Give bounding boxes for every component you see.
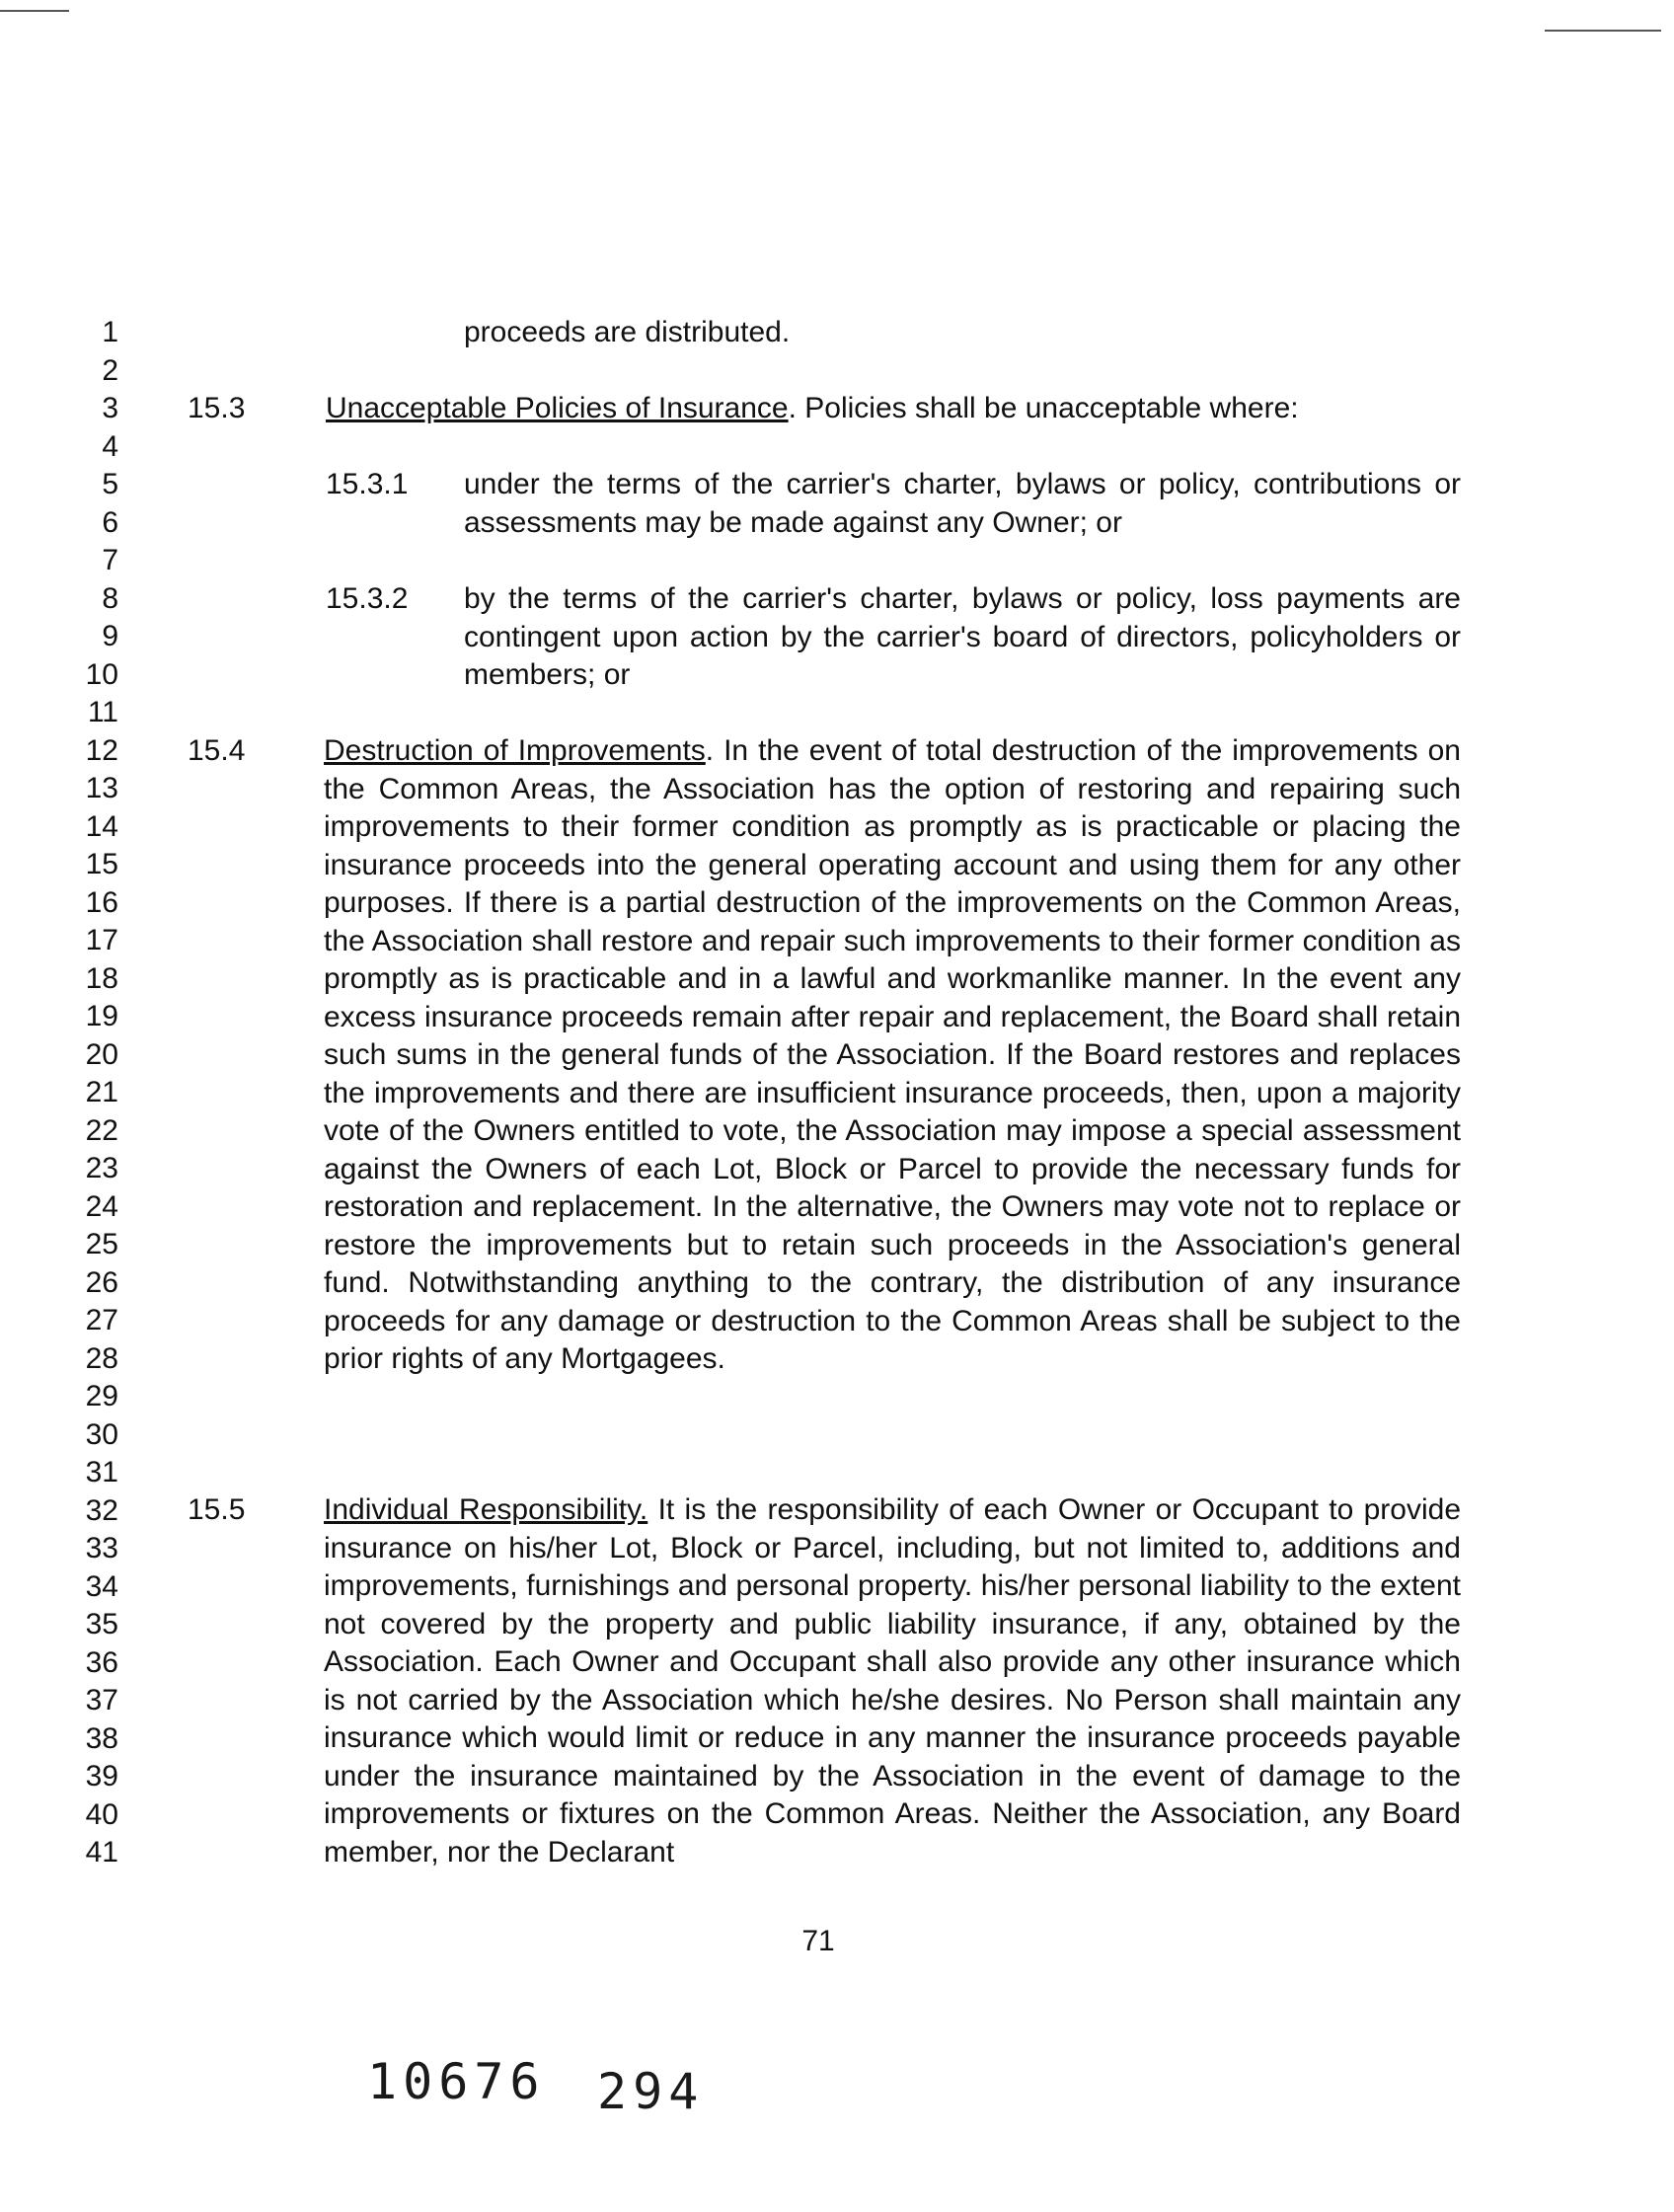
section-15-4-paragraph [324, 732, 1461, 1379]
line-number: 25 [85, 1228, 118, 1260]
scan-edge-mark-right [1545, 30, 1661, 32]
line-number: 1 [102, 316, 118, 348]
line-number: 41 [85, 1836, 118, 1869]
continuation-text: proceeds are distributed. [464, 316, 791, 348]
section-15-4-heading: Destruction of Improvements [324, 734, 706, 767]
line-number: 27 [85, 1304, 118, 1336]
section-15-5-heading: Individual Responsibility. [324, 1493, 648, 1526]
line-number: 40 [85, 1797, 118, 1831]
line-number: 26 [85, 1265, 118, 1299]
line-number: 24 [85, 1189, 118, 1223]
line-number: 10 [85, 657, 118, 691]
line-number: 11 [87, 696, 118, 728]
line-number: 15 [85, 848, 118, 880]
section-15-3-paragraph [326, 390, 1461, 428]
line-number: 29 [85, 1380, 118, 1412]
recording-page-stamp: 294 [597, 2063, 705, 2120]
line-number: 4 [102, 429, 118, 463]
line-number: 12 [85, 733, 118, 767]
section-15-5-text: It is the responsibility of each Owner or Occupant to provide insurance on his/her Lot, Block or Parcel, including, but not limited to, additions and improvements, furnishings and personal property. his/her personal liability to the extent not covered by the property and public liability insurance, if any, obtained by the Association. Each Owner and Occupant shall also provide any other insurance which is not carried by the Association which he/she desires. No Person shall maintain any insurance which would limit or reduce in any manner the insurance proceeds payable under the insurance maintained by the Association in the event of damage to the improvements or fixtures on the Common Areas. Neither the Association, any Board member, nor the Declarant [324, 1493, 1462, 1869]
line-number: 35 [85, 1608, 118, 1640]
section-number-15-5: 15.5 [188, 1493, 246, 1526]
line-number-column [39, 314, 118, 1872]
subsection-15-3-2-text: by the terms of the carrier's charter, bylaws or policy, loss payments are contingent upon action by the carrier's board of directors, policyholders or members; or [464, 582, 1461, 691]
section-15-3-heading: Unacceptable Policies of Insurance [326, 392, 789, 424]
scan-edge-mark-left [0, 10, 69, 12]
line-number: 21 [85, 1076, 118, 1108]
line-number: 28 [85, 1341, 118, 1375]
line-number: 14 [85, 809, 118, 843]
section-number-15-4: 15.4 [188, 734, 246, 767]
line-number: 32 [85, 1493, 118, 1527]
section-15-3-text: . Policies shall be unacceptable where: [788, 392, 1299, 424]
line-number: 16 [85, 885, 118, 919]
subsection-number-15-3-1: 15.3.1 [326, 468, 409, 500]
line-number: 19 [85, 1000, 118, 1032]
line-number: 36 [85, 1645, 118, 1679]
line-number: 30 [85, 1417, 118, 1451]
line-number: 34 [85, 1569, 118, 1603]
line-number: 2 [102, 353, 118, 387]
section-15-5-paragraph [324, 1491, 1461, 1871]
section-number-15-3: 15.3 [188, 392, 246, 424]
subsection-number-15-3-2: 15.3.2 [326, 582, 409, 615]
line-number: 9 [102, 620, 118, 652]
line-number: 38 [85, 1721, 118, 1755]
line-number: 13 [85, 772, 118, 804]
line-number: 37 [85, 1684, 118, 1716]
line-number: 8 [102, 581, 118, 615]
line-number: 31 [85, 1456, 118, 1488]
line-number: 33 [85, 1532, 118, 1564]
line-number: 22 [85, 1113, 118, 1147]
section-15-4-text: . In the event of total destruction of the improvements on the Common Areas, the Association has the option of restoring and repairing such improvements to their former condition as promptly as is practicable or placing the insurance proceeds into the general operating account and using them for any other purposes. If there is a partial destruction of the improvements on the Common Areas, the Association shall restore and repair such improvements to their former condition as promptly as is practicable and in a lawful and workmanlike manner. In the event any excess insurance proceeds remain after repair and replacement, the Board shall retain such sums in the general funds of the Association. If the Board restores and replaces the improvements and there are insufficient insurance proceeds, then, upon a majority vote of the Owners entitled to vote, the Association may impose a special assessment against the Owners of each Lot, Block or Parcel to provide the necessary funds for restoration and replacement. In the alternative, the Owners may vote not to replace or restore the improvements but to retain such proceeds in the Association's general fund. Notwithstanding anything to the contrary, the distribution of any insurance proceeds for any damage or destruction to the Common Areas shall be subject to the prior rights of any Mortgagees. [324, 734, 1461, 1375]
recording-book-stamp: 10676 [367, 2053, 546, 2110]
line-number: 23 [85, 1152, 118, 1184]
line-number: 7 [102, 544, 118, 576]
line-number: 18 [85, 961, 118, 995]
line-number: 39 [85, 1760, 118, 1792]
line-number: 17 [85, 924, 118, 956]
subsection-15-3-1-text: under the terms of the carrier's charter, bylaws or policy, contributions or assessments may be made against any Owner; or [464, 468, 1461, 539]
line-number: 20 [85, 1037, 118, 1071]
line-number: 6 [102, 505, 118, 539]
page-number: 71 [801, 1925, 835, 1957]
line-number: 3 [102, 392, 118, 424]
line-number: 5 [102, 468, 118, 500]
